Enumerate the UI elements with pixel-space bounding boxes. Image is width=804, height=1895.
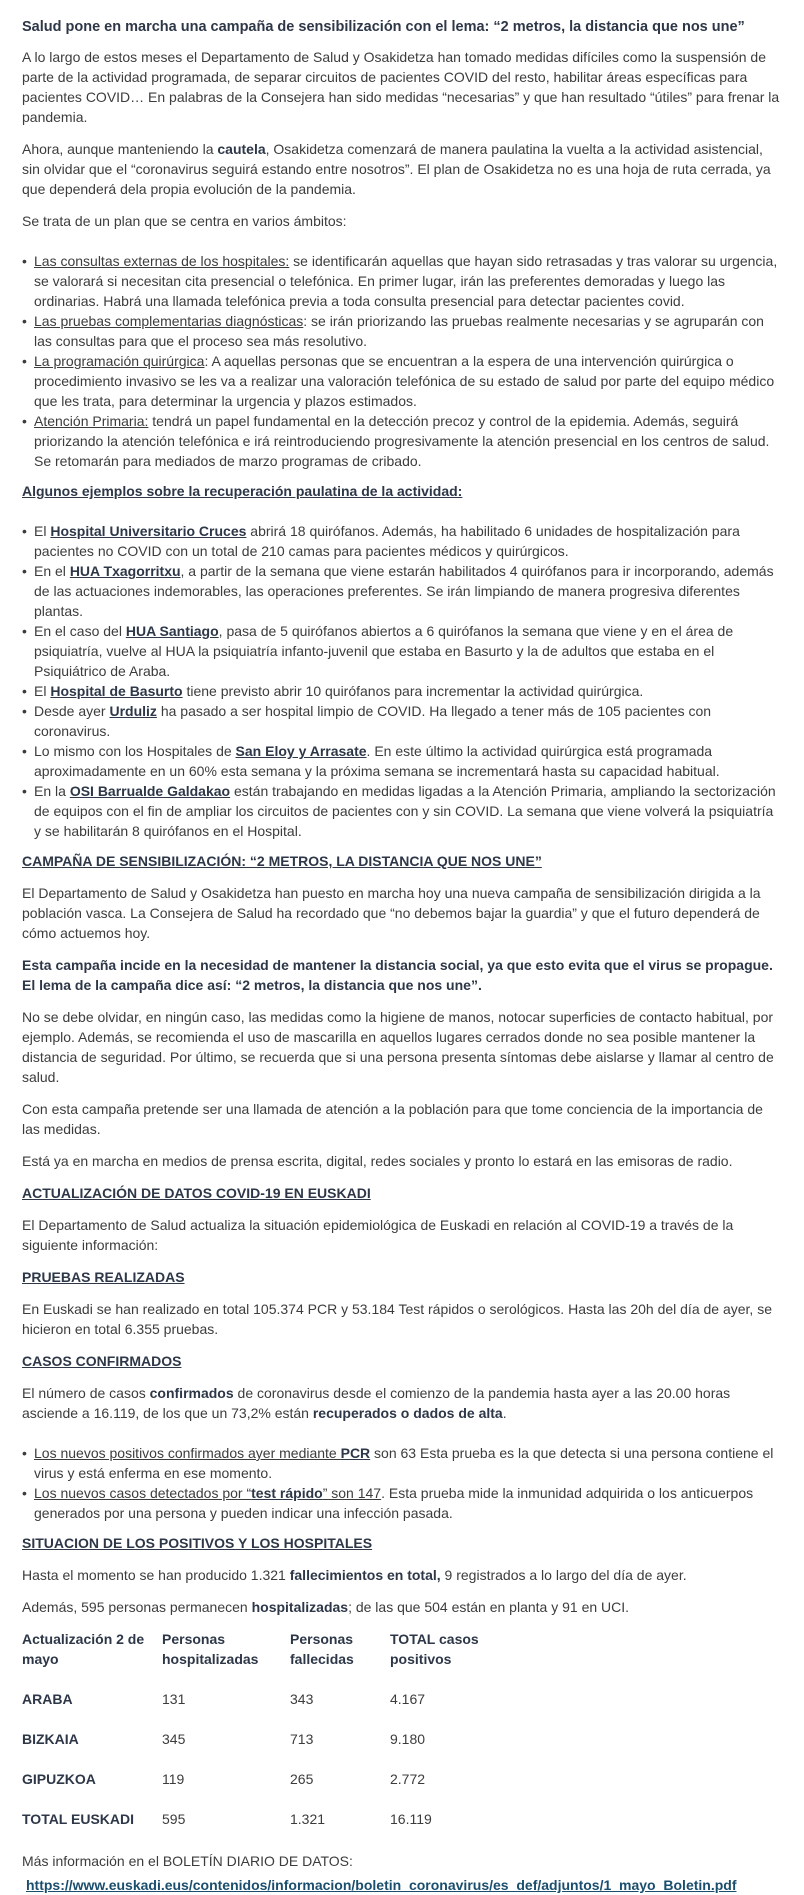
table-cell: 595 (162, 1811, 186, 1827)
list-item (34, 701, 783, 741)
ambito-label: La programación quirúrgica (34, 353, 205, 369)
list-item (34, 741, 783, 781)
text-span: Desde ayer (34, 703, 110, 719)
ejemplos-heading: Algunos ejemplos sobre la recuperación paulatina de la actividad: (22, 483, 463, 499)
text-span: Además, 595 personas permanecen (22, 1599, 252, 1615)
list-item (34, 1443, 783, 1483)
list-item (34, 561, 783, 621)
table-cell: 119 (162, 1771, 185, 1787)
table-cell: TOTAL EUSKADI (22, 1811, 135, 1827)
text-span: Los nuevos casos detectados por “ (34, 1485, 252, 1501)
text-span: Lo mismo con los Hospitales de (34, 743, 236, 759)
table-header: Personas fallecidas (290, 1631, 354, 1667)
hospital-name: HUA Santiago (125, 623, 219, 639)
text-span: El (34, 683, 51, 699)
plan-paragraph: Se trata de un plan que se centra en varios ámbitos: (22, 213, 347, 229)
hospital-name: Urduliz (109, 703, 157, 719)
table-header: TOTAL casos positivos (390, 1631, 479, 1667)
mas-info-text: Más información en el BOLETÍN DIARIO DE DATOS: (22, 1853, 353, 1869)
campana-paragraph: Está ya en marcha en medios de prensa escrita, digital, redes sociales y pronto lo estará en las emisoras de radio. (22, 1153, 733, 1169)
casos-list (22, 1443, 783, 1523)
boletin-link[interactable]: https://www.euskadi.eus/contenidos/informacion/boletin_coronavirus/es_def/adjuntos/1_mayo_Boletin.pdf (26, 1877, 737, 1893)
list-item (34, 311, 783, 351)
list-item (34, 351, 783, 411)
ambito-text: : se irán priorizando las pruebas realmente necesarias y se agruparán con las consultas para que el proceso sea más resolutivo. (34, 313, 764, 349)
table-cell: 343 (290, 1691, 314, 1707)
table-row (22, 1681, 502, 1721)
text-span: , a partir de la semana que viene estarán habilitados 4 quirófanos para ir incorporando, además de las actuaciones indemorables, las operaciones preferentes. Se irán limpiando de manera progresiva diferentes plantas. (34, 563, 774, 619)
situacion-heading: SITUACION DE LOS POSITIVOS Y LOS HOSPITALES (22, 1535, 373, 1551)
pruebas-paragraph: En Euskadi se han realizado en total 105.374 PCR y 53.184 Test rápidos o serológicos. Hasta las 20h del día de ayer, se hicieron en total 6.355 pruebas. (22, 1301, 772, 1337)
hospital-name: Hospital Universitario Cruces (50, 523, 247, 539)
table-header: Actualización 2 de mayo (22, 1631, 145, 1667)
hospital-name: HUA Txagorritxu (69, 563, 181, 579)
ejemplos-list (22, 521, 783, 841)
text-span: son 63 Esta prueba es la que detecta si una persona contiene el virus y está enferma en ese momento. (34, 1445, 774, 1481)
list-item (34, 621, 783, 681)
pruebas-heading: PRUEBAS REALIZADAS (22, 1269, 185, 1285)
campana-paragraph: Con esta campaña pretende ser una llamada de atención a la población para que tome conciencia de la importancia de las medidas. (22, 1101, 763, 1137)
text-span: Los nuevos positivos confirmados ayer mediante (34, 1445, 341, 1461)
list-item (34, 411, 783, 471)
list-item (34, 1483, 783, 1523)
ambito-text: tendrá un papel fundamental en la detección precoz y control de la epidemia. Además, seguirá priorizando la atención telefónica e irá reintroduciendo progresivamente la atención presencial en los centros de salud. Se retomarán para mediados de marzo programas de cribado. (34, 413, 770, 469)
table-cell: 9.180 (390, 1731, 426, 1747)
text-span: En el caso del (34, 623, 126, 639)
campana-bold-paragraph: Esta campaña incide en la necesidad de mantener la distancia social, ya que esto evita que el virus se propague. El lema de la campaña dice así: “2 metros, la distancia que nos une”. (22, 957, 773, 993)
hospital-name: Hospital de Basurto (50, 683, 183, 699)
bold-text: PCR (340, 1445, 371, 1461)
ambito-text: se identificarán aquellas que hayan sido retrasadas y tras valorar su urgencia, se valorará si necesitan cita presencial o telefónica. En primer lugar, irán las preferentes demoradas y luego las ordinarias. Habrá una llamada telefónica previa a toda consulta presencial para detectar pacientes covid. (34, 253, 778, 309)
text-span: Hasta el momento se han producido 1.321 (22, 1567, 290, 1583)
bold-text: cautela (217, 141, 266, 157)
ambito-label: Las consultas externas de los hospitales: (34, 253, 290, 269)
situacion-paragraph (22, 1565, 783, 1585)
intro-paragraph: A lo largo de estos meses el Departamento de Salud y Osakidetza han tomado medidas difíciles como la suspensión de parte de la actividad programada, de separar circuitos de pacientes COVID del resto, habilitar áreas específicas para pacientes COVID… En palabras de la Consejera han sido medidas “necesarias” y que han resultado “útiles” para frenar la pandemia. (22, 49, 780, 125)
ambito-label: Atención Primaria: (34, 413, 149, 429)
actualizacion-heading: ACTUALIZACIÓN DE DATOS COVID-19 EN EUSKADI (22, 1185, 371, 1201)
list-item (34, 681, 783, 701)
table-cell: 131 (162, 1691, 186, 1707)
ambito-label: Las pruebas complementarias diagnósticas (34, 313, 304, 329)
text-span: En la (34, 783, 70, 799)
table-cell: 4.167 (390, 1691, 426, 1707)
bold-text: fallecimientos en total, (289, 1567, 441, 1583)
table-cell: 16.119 (390, 1811, 432, 1827)
text-span: están trabajando en medidas ligadas a la Atención Primaria, ampliando la sectorización de equipos con el fin de ampliar los circuitos de pacientes con y sin COVID. La semana que viene volverá la psiquiatría y se habilitarán 8 quirófanos en el Hospital. (34, 783, 776, 839)
list-item (34, 521, 783, 561)
bold-text: confirmados (149, 1385, 234, 1401)
text-span: El número de casos (22, 1385, 150, 1401)
text-span: Ahora, aunque manteniendo la (22, 141, 218, 157)
text-span: ” son 147 (322, 1485, 382, 1501)
hospital-name: OSI Barrualde Galdakao (69, 783, 231, 799)
article-title: Salud pone en marcha una campaña de sensibilización con el lema: “2 metros, la distancia que nos une” (22, 19, 745, 35)
ambitos-list (22, 251, 783, 471)
text-span: ; de las que 504 están en planta y 91 en UCI. (348, 1599, 630, 1615)
situacion-paragraph (22, 1597, 783, 1617)
table-header-row (22, 1629, 502, 1681)
text-span: tiene previsto abrir 10 quirófanos para incrementar la actividad quirúrgica. (182, 683, 644, 699)
table-cell: BIZKAIA (22, 1731, 79, 1747)
table-row (22, 1761, 502, 1801)
table-cell: 345 (162, 1731, 186, 1747)
table-cell: 2.772 (390, 1771, 426, 1787)
bold-text: recuperados o dados de alta (312, 1405, 503, 1421)
table-cell: 1.321 (290, 1811, 326, 1827)
campana-heading: CAMPAÑA DE SENSIBILIZACIÓN: “2 METROS, LA DISTANCIA QUE NOS UNE” (22, 853, 542, 869)
data-table (22, 1629, 502, 1841)
table-cell: ARABA (22, 1691, 73, 1707)
campana-paragraph: El Departamento de Salud y Osakidetza han puesto en marcha hoy una nueva campaña de sensibilización dirigida a la población vasca. La Consejera de Salud ha recordado que “no debemos bajar la guardia” y que el futuro dependerá de cómo actuemos hoy. (22, 885, 761, 941)
table-header: Personas hospitalizadas (162, 1631, 259, 1667)
text-span: de coronavirus desde el comienzo de la pandemia hasta ayer a las 20.00 horas asciende a 16.119, de los que un 73,2% están (22, 1385, 731, 1421)
ambito-text: : A aquellas personas que se encuentran a la espera de una intervención quirúrgica o procedimiento invasivo se les va a realizar una valoración telefónica de su estado de salud por parte del equipo médico que les trata, para determinar la urgencia y plazos estimados. (34, 353, 775, 409)
text-span: En el (34, 563, 70, 579)
text-span: 9 registrados a lo largo del día de ayer. (440, 1567, 687, 1583)
text-span: . En este último la actividad quirúrgica está programada aproximadamente en un 60% esta semana y la próxima semana se incrementará hasta su capacidad habitual. (34, 743, 720, 779)
list-item (34, 781, 783, 841)
table-cell: GIPUZKOA (22, 1771, 96, 1787)
bold-text: hospitalizadas (251, 1599, 349, 1615)
text-span: abrirá 18 quirófanos. Además, ha habilitado 6 unidades de hospitalización para pacientes no COVID con un total de 210 camas para pacientes médicos y quirúrgicos. (34, 523, 740, 559)
text-span: ha pasado a ser hospital limpio de COVID. Ha llegado a tener más de 105 pacientes con coronavirus. (34, 703, 712, 739)
text-span: , Osakidetza comenzará de manera paulatina la vuelta a la actividad asistencial, sin olvidar que el “coronavirus seguirá estando entre nosotros”. El plan de Osakidetza no es una hoja de ruta cerrada, ya que dependerá dela propia evolución de la pandemia. (22, 141, 771, 197)
text-span: El (34, 523, 51, 539)
table-row (22, 1801, 502, 1841)
table-row (22, 1721, 502, 1761)
text-span: . (502, 1405, 507, 1421)
cautela-paragraph (22, 139, 783, 199)
actualizacion-paragraph: El Departamento de Salud actualiza la situación epidemiológica de Euskadi en relación al COVID-19 a través de la siguiente información: (22, 1217, 734, 1253)
hospital-name: San Eloy y Arrasate (235, 743, 367, 759)
casos-heading: CASOS CONFIRMADOS (22, 1353, 182, 1369)
list-item (34, 251, 783, 311)
table-cell: 713 (290, 1731, 314, 1747)
bold-text: test rápido (251, 1485, 323, 1501)
table-cell: 265 (290, 1771, 314, 1787)
casos-paragraph (22, 1383, 783, 1423)
text-span: . Esta prueba mide la inmunidad adquirida o los anticuerpos generados por una persona y pueden indicar una infección pasada. (34, 1485, 754, 1521)
campana-paragraph: No se debe olvidar, en ningún caso, las medidas como la higiene de manos, notocar superficies de contacto habitual, por ejemplo. Además, se recomienda el uso de mascarilla en aquellos lugares cerrados donde no sea posible mantener la distancia de seguridad. Por último, se recuerda que si una persona presenta síntomas debe aislarse y llamar al centro de salud. (22, 1009, 774, 1085)
text-span: , pasa de 5 quirófanos abiertos a 6 quirófanos la semana que viene y en el área de psiquiatría, vuelve al HUA la psiquiatría infanto-juvenil que estaba en Basurto y la de adultos que estaba en el Psiquiátrico de Araba. (34, 623, 734, 679)
